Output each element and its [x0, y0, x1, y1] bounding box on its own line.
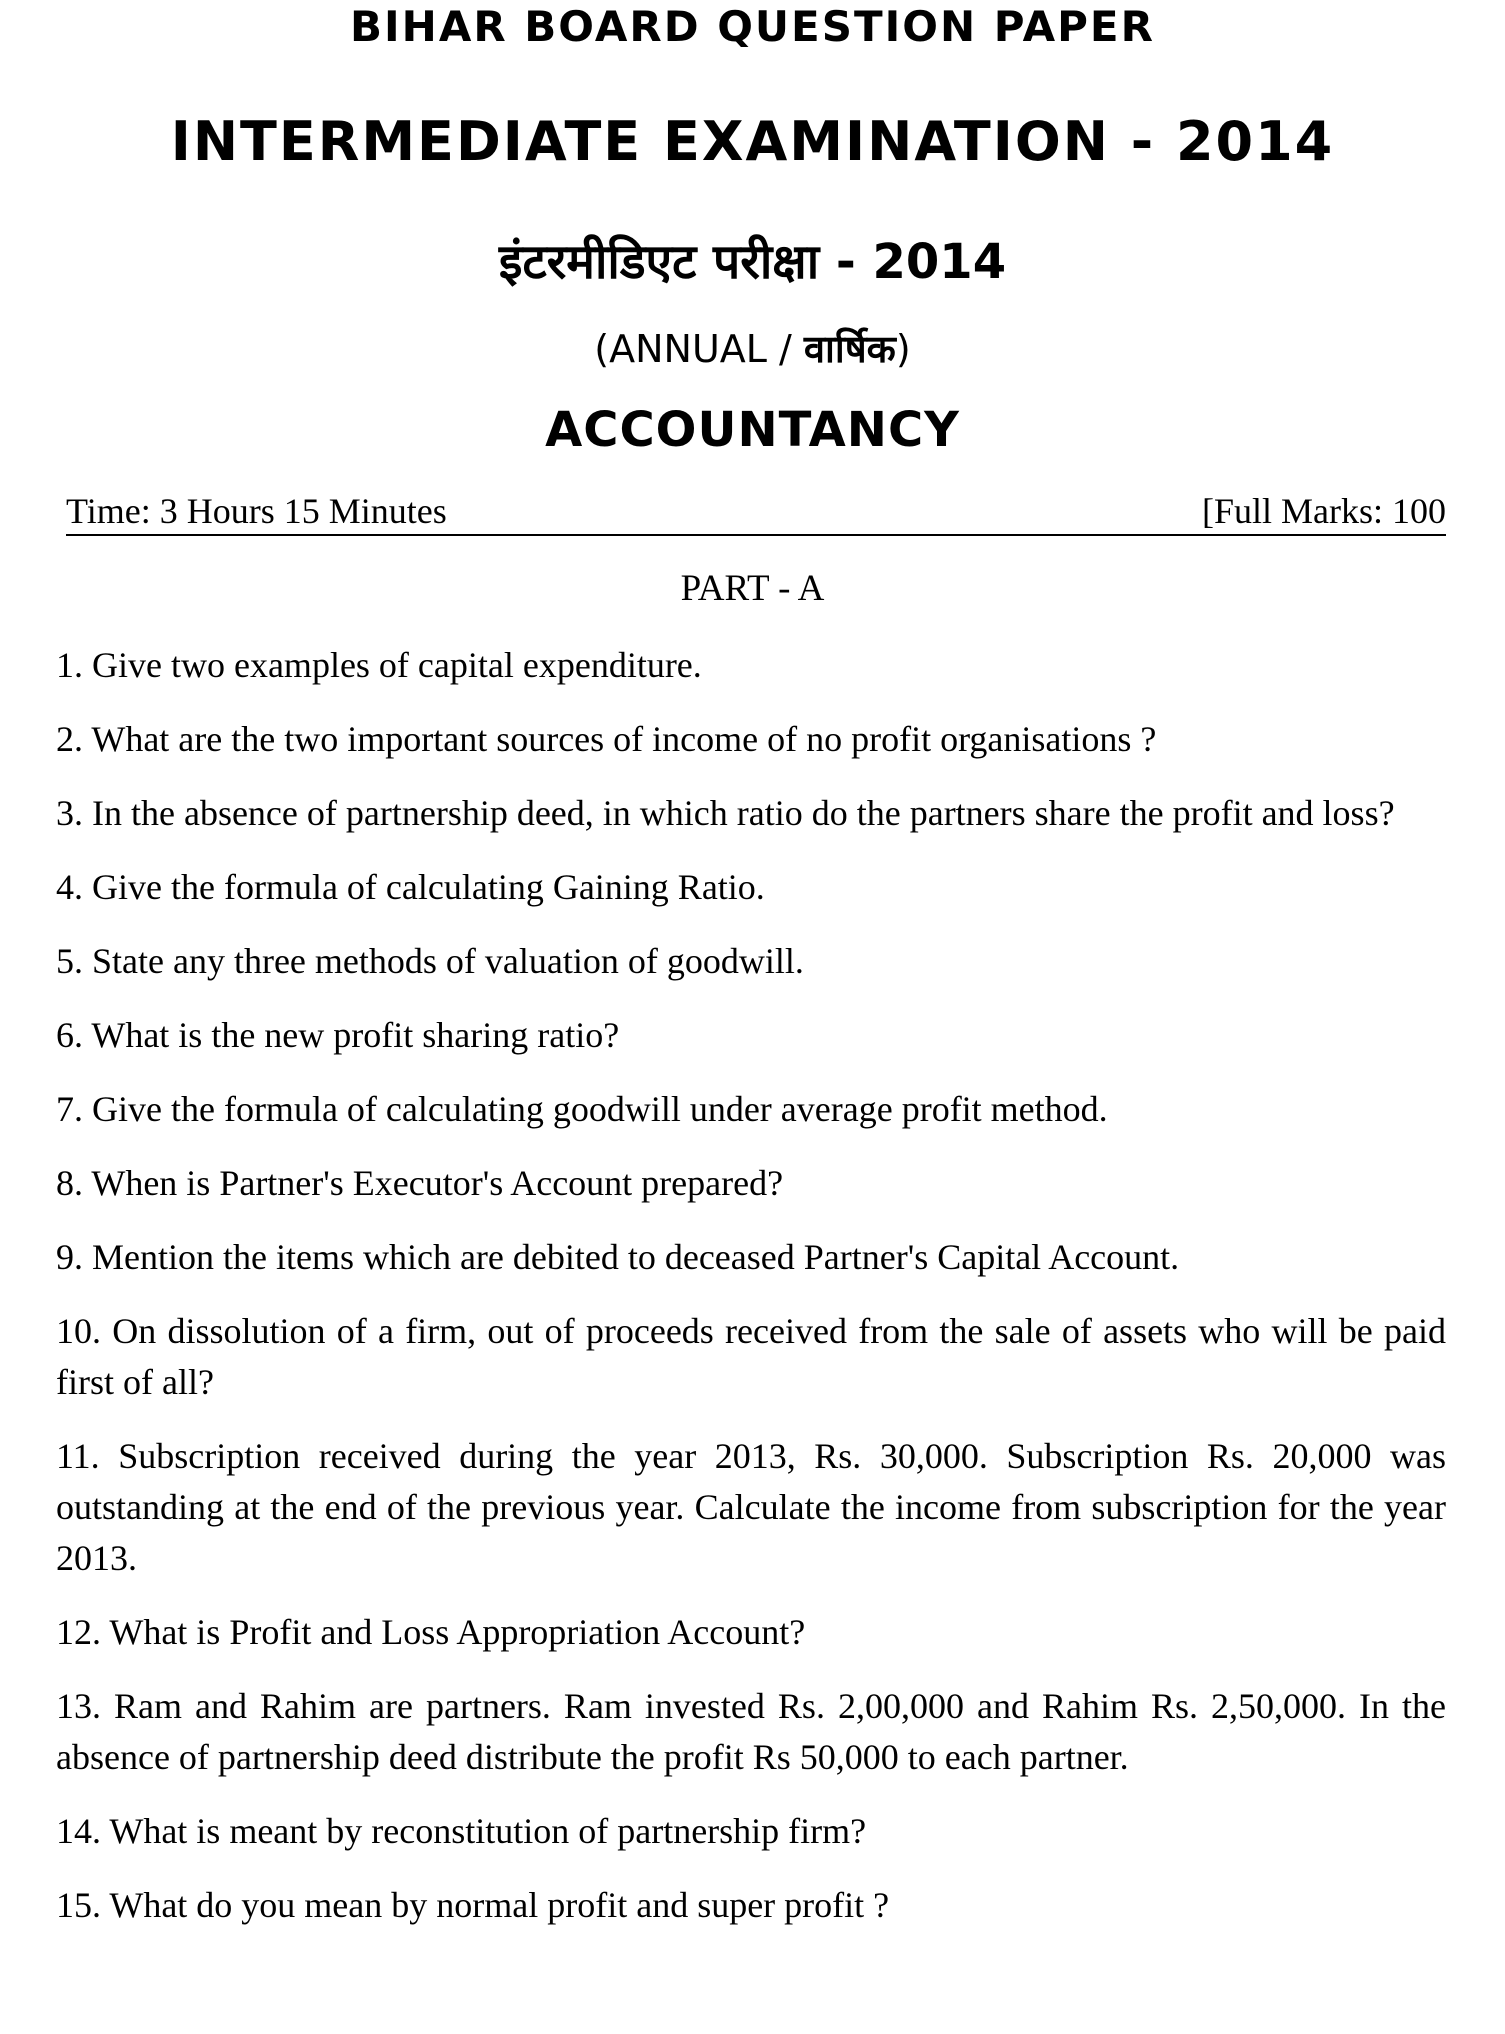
question: 1. Give two examples of capital expenditure. [56, 645, 702, 685]
session-close: ) [895, 327, 911, 371]
question: 5. State any three methods of valuation of goodwill. [56, 941, 804, 981]
question: 4. Give the formula of calculating Gaining Ratio. [56, 867, 765, 907]
question: 15. What do you mean by normal profit and super profit ? [56, 1885, 890, 1925]
session-label-hindi: वार्षिक [803, 327, 896, 371]
exam-session [0, 322, 1505, 374]
subject-title: ACCOUNTANCY [545, 402, 960, 458]
exam-title-hindi: इंटरमीडिएट परीक्षा - 2014 [498, 234, 1007, 290]
full-marks: [Full Marks: 100 [1201, 491, 1446, 531]
question: 8. When is Partner's Executor's Account prepared? [56, 1163, 784, 1203]
time-marks-row [66, 488, 1446, 536]
time-allowed: Time: 3 Hours 15 Minutes [66, 491, 447, 531]
exam-title: INTERMEDIATE EXAMINATION - 2014 [170, 110, 1335, 173]
question: 7. Give the formula of calculating goodwill under average profit method. [56, 1089, 1108, 1129]
question: 9. Mention the items which are debited to deceased Partner's Capital Account. [56, 1237, 1180, 1277]
question: 3. In the absence of partnership deed, in which ratio do the partners share the profit and loss? [56, 793, 1395, 833]
question: 14. What is meant by reconstitution of partnership firm? [56, 1811, 867, 1851]
question: 11. Subscription received during the year 2013, Rs. 30,000. Subscription Rs. 20,000 was outstanding at the end of the previous year. Calculate the income from subscription for the year 2013. [56, 1436, 1446, 1578]
question: 13. Ram and Rahim are partners. Ram invested Rs. 2,00,000 and Rahim Rs. 2,50,000. In the absence of partnership deed distribute the profit Rs 50,000 to each partner. [56, 1686, 1446, 1777]
question: 10. On dissolution of a firm, out of proceeds received from the sale of assets who will be paid first of all? [56, 1311, 1446, 1402]
session-label: (ANNUAL / [594, 327, 804, 371]
board-title: BIHAR BOARD QUESTION PAPER [350, 2, 1155, 51]
question: 2. What are the two important sources of income of no profit organisations ? [56, 719, 1157, 759]
question-list [56, 640, 1446, 1954]
question: 6. What is the new profit sharing ratio? [56, 1015, 620, 1055]
question: 12. What is Profit and Loss Appropriation Account? [56, 1612, 806, 1652]
part-heading: PART - A [680, 568, 825, 609]
